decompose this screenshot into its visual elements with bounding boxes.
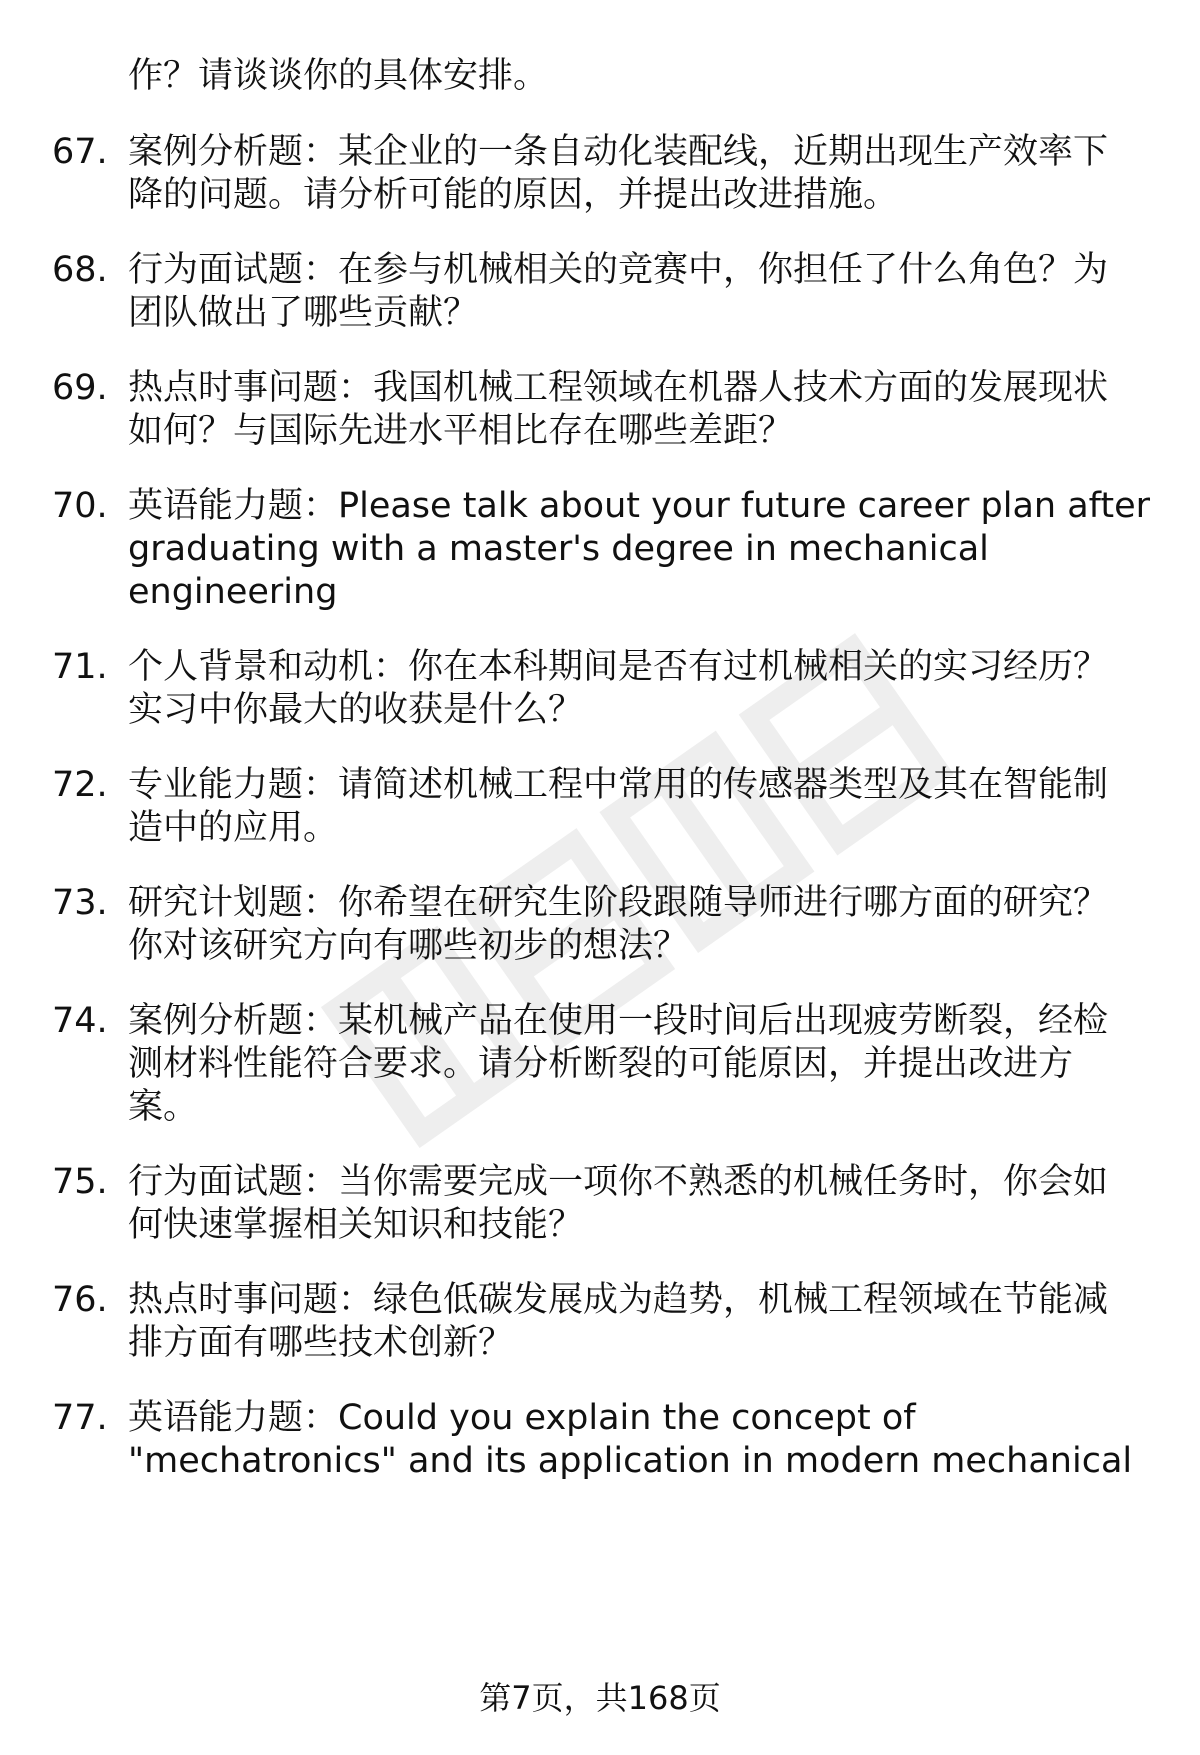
question-text-line: engineering (128, 572, 338, 612)
page-number-footer: 第7页，共168页 (479, 1679, 721, 1717)
question-text-line: 专业能力题：请简述机械工程中常用的传感器类型及其在智能制 (128, 765, 1109, 805)
question-text-line: 案例分析题：某企业的一条自动化装配线，近期出现生产效率下 (128, 132, 1109, 172)
question-text-line: 热点时事问题：绿色低碳发展成为趋势，机械工程领域在节能减 (128, 1280, 1109, 1320)
question-text-line: 热点时事问题：我国机械工程领域在机器人技术方面的发展现状 (128, 368, 1109, 408)
question-number: 68. (52, 250, 108, 290)
question-text-line: 测材料性能符合要求。请分析断裂的可能原因，并提出改进方 (128, 1044, 1074, 1084)
question-text-line: "mechatronics" and its application in modern mechanical (128, 1441, 1133, 1481)
question-number: 72. (52, 765, 108, 805)
question-number: 73. (52, 883, 108, 923)
question-number: 76. (52, 1280, 108, 1320)
question-text-line: 降的问题。请分析可能的原因，并提出改进措施。 (128, 175, 899, 215)
question-number: 69. (52, 368, 108, 408)
question-number: 71. (52, 647, 108, 687)
question-number: 77. (52, 1398, 108, 1438)
question-text-line: graduating with a master's degree in mechanical (128, 529, 989, 569)
question-text-line: 排方面有哪些技术创新？ (128, 1323, 514, 1363)
question-text-line: 造中的应用。 (128, 808, 339, 848)
question-text-line: 英语能力题：Could you explain the concept of (128, 1398, 916, 1438)
question-text-line: 作？请谈谈你的具体安排。 (128, 56, 549, 96)
question-text-line: 案。 (128, 1087, 199, 1127)
question-number: 67. (52, 132, 108, 172)
question-text-line: 团队做出了哪些贡献？ (128, 293, 479, 333)
question-text-line: 实习中你最大的收获是什么？ (128, 690, 584, 730)
question-number: 75. (52, 1162, 108, 1202)
question-text-line: 行为面试题：当你需要完成一项你不熟悉的机械任务时，你会如 (128, 1162, 1109, 1202)
question-text-line: 何快速掌握相关知识和技能？ (128, 1205, 584, 1245)
question-text-line: 如何？与国际先进水平相比存在哪些差距？ (128, 411, 794, 451)
question-number: 74. (52, 1001, 108, 1041)
question-text-line: 案例分析题：某机械产品在使用一段时间后出现疲劳断裂，经检 (128, 1001, 1109, 1041)
question-text-line: 英语能力题：Please talk about your future career plan after (128, 486, 1151, 526)
question-text-line: 你对该研究方向有哪些初步的想法？ (128, 926, 689, 966)
question-text-line: 行为面试题：在参与机械相关的竞赛中，你担任了什么角色？为 (128, 250, 1109, 290)
question-text-line: 研究计划题：你希望在研究生阶段跟随导师进行哪方面的研究？ (128, 883, 1109, 923)
question-text-line: 个人背景和动机：你在本科期间是否有过机械相关的实习经历？ (128, 647, 1109, 687)
question-number: 70. (52, 486, 108, 526)
